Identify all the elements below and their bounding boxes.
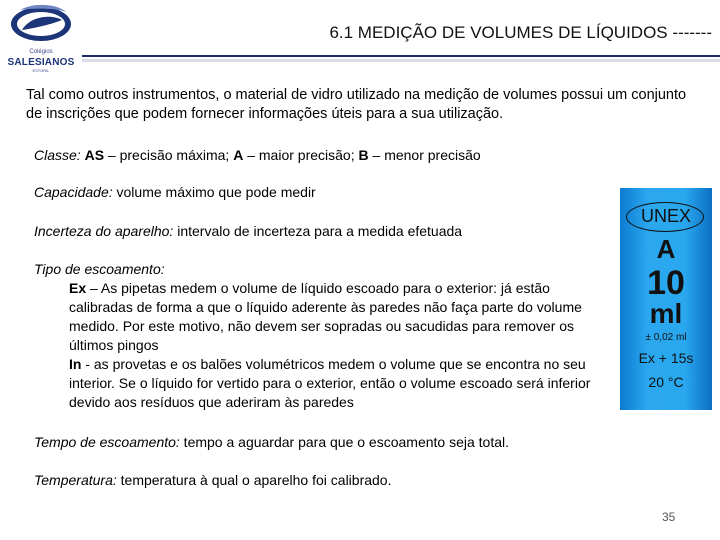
pipette-label-image [620, 188, 712, 410]
tempo-desc: tempo a aguardar para que o escoamento seja total. [179, 434, 510, 450]
escoamento-ex-label: Ex [69, 280, 87, 296]
pipette-unit: ml [649, 298, 683, 329]
slide-header [0, 0, 720, 73]
pipette-brand: UNEX [640, 206, 691, 226]
slide-title: 6.1 MEDIÇÃO DE VOLUMES DE LÍQUIDOS ------- [329, 23, 712, 42]
salesianos-logo [0, 0, 82, 72]
item-escoamento [34, 260, 165, 279]
capacidade-desc: volume máximo que pode medir [112, 184, 316, 200]
temperatura-desc: temperatura à qual o aparelho foi calibrado. [116, 472, 392, 488]
pipette-volume: 10 [647, 264, 685, 302]
header-rule [82, 55, 720, 57]
page-number: 35 [662, 510, 676, 524]
classe-term: Classe: [34, 147, 81, 163]
classe-as-desc: – precisão máxima; [104, 147, 234, 163]
logo-caption-small: Colégios [29, 49, 53, 55]
escoamento-in [69, 355, 609, 412]
escoamento-in-desc: - as provetas e os balões volumétricos medem o volume que se encontra no seu interior. Se o líquido for vertido para o exterior, então o volume escoado será inferior devido aos resíduos que aderiram às paredes [69, 356, 591, 410]
intro-paragraph: Tal como outros instrumentos, o material de vidro utilizado na medição de volumes possui um conjunto de inscrições que podem fornecer informações úteis para a sua utilização. [26, 87, 687, 122]
classe-a-desc: – maior precisão; [243, 147, 359, 163]
classe-b: B [358, 147, 369, 163]
classe-as: AS [84, 147, 105, 163]
capacidade-term: Capacidade: [34, 184, 113, 200]
logo-caption-main: SALESIANOS [7, 57, 75, 68]
incerteza-desc: intervalo de incerteza para a medida efetuada [173, 223, 463, 239]
pipette-tolerance: ± 0,02 ml [645, 332, 687, 343]
incerteza-term: Incerteza do aparelho: [34, 223, 174, 239]
temperatura-term: Temperatura: [34, 472, 117, 488]
escoamento-in-label: In [69, 356, 82, 372]
logo-caption-sub: ESTORIL [32, 68, 50, 73]
tempo-term: Tempo de escoamento: [34, 434, 180, 450]
pipette-flow: Ex + 15s [638, 350, 694, 366]
classe-a: A [233, 147, 244, 163]
escoamento-term: Tipo de escoamento: [34, 261, 165, 277]
item-tempo [34, 433, 509, 452]
header-rule-shadow [82, 59, 720, 62]
escoamento-ex [69, 279, 609, 355]
logo-emblem-icon [0, 0, 82, 50]
pipette-temperature: 20 °C [648, 374, 684, 390]
item-temperatura [34, 471, 391, 490]
item-classe [34, 146, 481, 165]
escoamento-ex-desc: – As pipetas medem o volume de líquido escoado para o exterior: já estão calibradas de forma a que o líquido aderente às paredes não faça parte do volume medido. Por este motivo, não devem ser sopradas ou sacudidas para remover os últimos pingos [69, 280, 582, 353]
item-capacidade [34, 183, 316, 202]
pipette-class: A [656, 234, 676, 264]
item-incerteza [34, 222, 462, 241]
classe-b-desc: – menor precisão [368, 147, 481, 163]
